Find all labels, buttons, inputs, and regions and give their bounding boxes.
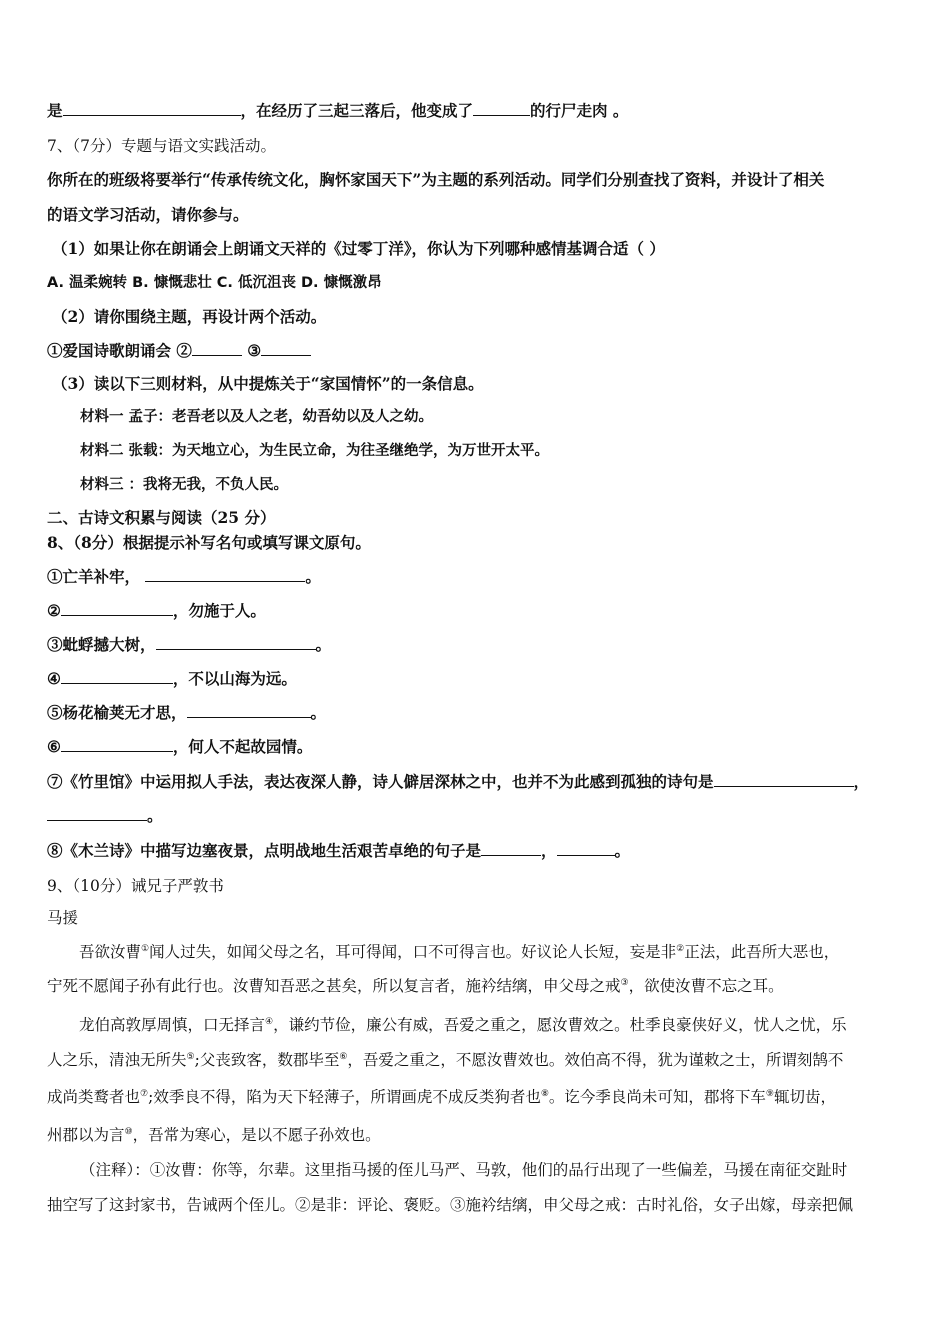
text: 宁死不愿闻子孙有此行也。汝曹知吾恶之甚矣，所以复言者，施衿结缡，申父母之戒 <box>47 977 621 995</box>
question-8-item-7-cont <box>47 805 163 827</box>
text: 龙伯高敦厚周慎，口无择言 <box>79 1016 266 1034</box>
text: 是 <box>47 101 63 120</box>
text: 正法，此吾所大恶也， <box>684 943 840 961</box>
passage-line <box>47 1086 836 1108</box>
passage-line <box>79 1014 847 1036</box>
question-7-intro: 的语文学习活动，请你参与。 <box>47 205 249 224</box>
answer-blank[interactable] <box>145 567 305 582</box>
answer-blank[interactable] <box>61 601 173 616</box>
material-2: 材料二 张载：为天地立心，为生民立命，为往圣继绝学，为万世开太平。 <box>80 442 550 459</box>
text: 辄切齿， <box>774 1088 837 1106</box>
footnote-marker: ⑤ <box>186 1051 195 1062</box>
annotation-line: （注释）：①汝曹：你等，尔辈。这里指马援的侄儿马严、马敦，他们的品行出现了一些偏差，马援在南征交趾时 <box>80 1161 848 1179</box>
text: 人之乐，清浊无所失 <box>47 1051 187 1069</box>
text: ，谦约节俭，廉公有威，吾爱之重之，愿汝曹效之。杜季良豪侠好义，忧人之忧，乐 <box>273 1016 847 1034</box>
text: ② <box>47 601 61 620</box>
text: 。 <box>147 806 163 825</box>
material-3: 材料三 ：我将无我，不负人民。 <box>80 476 289 493</box>
answer-blank[interactable] <box>192 341 242 356</box>
footnote-marker: ③ <box>620 977 629 988</box>
footnote-marker: ⑨ <box>765 1088 774 1099</box>
question-8-item-5 <box>47 702 326 724</box>
answer-blank[interactable] <box>187 703 311 718</box>
material-1: 材料一 孟子：老吾老以及人之老，幼吾幼以及人之幼。 <box>80 408 434 425</box>
text: ;父丧致客，数郡毕至 <box>194 1051 340 1069</box>
section-2-heading: 二、古诗文积累与阅读（25 分） <box>47 508 276 527</box>
question-9-author: 马援 <box>47 909 79 927</box>
footnote-marker: ⑩ <box>124 1126 133 1137</box>
text: ;效季良不得，陷为天下轻薄子，所谓画虎不成反类狗者也 <box>148 1088 541 1106</box>
text: 闻人过失，如闻父母之名，耳可得闻，口不可得言也。好议论人长短，妄是非 <box>149 943 677 961</box>
text: 。 <box>315 635 332 654</box>
text: 。 <box>614 841 631 860</box>
answer-blank[interactable] <box>714 772 854 787</box>
question-9-title: 9、（10分）诫兄子严敦书 <box>47 877 224 895</box>
text: 成尚类鹜者也 <box>47 1088 141 1106</box>
text: ，欲使汝曹不忘之耳。 <box>628 977 784 995</box>
text: 的行尸走肉 。 <box>530 101 629 120</box>
text: ①爱国诗歌朗诵会 ② <box>47 341 192 360</box>
question-8-item-7 <box>47 771 869 793</box>
text: 。 <box>305 567 321 586</box>
passage-line <box>47 1124 381 1146</box>
text: ⑧《木兰诗》中描写边塞夜景，点明战地生活艰苦卓绝的句子是 <box>47 841 482 860</box>
question-8-item-4 <box>47 668 297 690</box>
text: ，在经历了三起三落后，他变成了 <box>240 101 474 120</box>
answer-blank[interactable] <box>481 841 541 856</box>
question-8-item-2 <box>47 600 266 622</box>
question-8-item-6 <box>47 736 312 758</box>
text: ③ <box>241 341 262 360</box>
question-7-activities <box>47 340 311 362</box>
question-7-part-1: （1）如果让你在朗诵会上朗诵文天祥的《过零丁洋》，你认为下列哪种感情基调合适（ ） <box>52 239 665 258</box>
footnote-marker: ④ <box>265 1016 274 1027</box>
text: ③蚍蜉撼大树， <box>47 635 156 654</box>
answer-blank[interactable] <box>261 341 311 356</box>
text: ⑥ <box>47 737 61 756</box>
footnote-marker: ① <box>141 943 150 954</box>
footnote-marker: ② <box>676 943 685 954</box>
answer-blank[interactable] <box>47 806 147 821</box>
answer-blank[interactable] <box>63 101 241 116</box>
annotation-line: 抽空写了这封家书，告诫两个侄儿。②是非：评论、褒贬。③施衿结缡，申父母之戒：古时礼俗，女子出嫁，母亲把佩 <box>47 1196 854 1214</box>
footnote-marker: ⑥ <box>339 1051 348 1062</box>
question-7-intro: 你所在的班级将要举行“传承传统文化，胸怀家国天下”为主题的系列活动。同学们分别查找了资料，并设计了相关 <box>47 170 825 189</box>
text: ，吾爱之重之，不愿汝曹效也。效伯高不得，犹为谨敕之士，所谓刻鹄不 <box>347 1051 844 1069</box>
passage-line <box>79 941 839 963</box>
text: ⑤杨花榆荚无才思， <box>47 703 187 722</box>
answer-blank[interactable] <box>473 101 530 116</box>
passage-line <box>47 975 784 997</box>
text: 。讫今季良尚未可知，郡将下车 <box>548 1088 766 1106</box>
text: ， <box>541 841 557 860</box>
text: ，勿施于人。 <box>172 601 266 620</box>
answer-blank[interactable] <box>61 737 173 752</box>
passage-line <box>47 1049 843 1071</box>
footnote-marker: ⑦ <box>140 1088 149 1099</box>
footnote-marker: ⑧ <box>540 1088 549 1099</box>
answer-blank[interactable] <box>156 635 316 650</box>
text: 吾欲汝曹 <box>79 943 142 961</box>
text: 。 <box>310 703 327 722</box>
text: ⑦《竹里馆》中运用拟人手法，表达夜深人静，诗人僻居深林之中，也并不为此感到孤独的诗句是 <box>47 772 714 791</box>
question-8-item-8 <box>47 840 630 862</box>
text: 州郡以为言 <box>47 1126 125 1144</box>
text: ， <box>853 772 870 791</box>
question-7-title: 7、（7分）专题与语文实践活动。 <box>47 137 276 155</box>
text: ①亡羊补牢， <box>47 567 146 586</box>
text: ，何人不起故园情。 <box>172 737 313 756</box>
text: ④ <box>47 669 61 688</box>
text: ，不以山海为远。 <box>172 669 297 688</box>
question-7-part-2: （2）请你围绕主题，再设计两个活动。 <box>52 307 327 326</box>
question-8-item-3 <box>47 634 331 656</box>
question-8-item-1 <box>47 566 321 588</box>
question-7-options: A. 温柔婉转 B. 慷慨悲壮 C. 低沉沮丧 D. 慷慨激昂 <box>47 275 382 291</box>
answer-blank[interactable] <box>61 669 173 684</box>
question-7-part-3: （3）读以下三则材料，从中提炼关于“家国情怀”的一条信息。 <box>52 374 484 393</box>
text: ，吾常为寒心，是以不愿子孙效也。 <box>132 1126 381 1144</box>
line-continuation <box>47 100 628 122</box>
answer-blank[interactable] <box>557 841 615 856</box>
question-8-title: 8、（8分）根据提示补写名句或填写课文原句。 <box>47 533 371 552</box>
